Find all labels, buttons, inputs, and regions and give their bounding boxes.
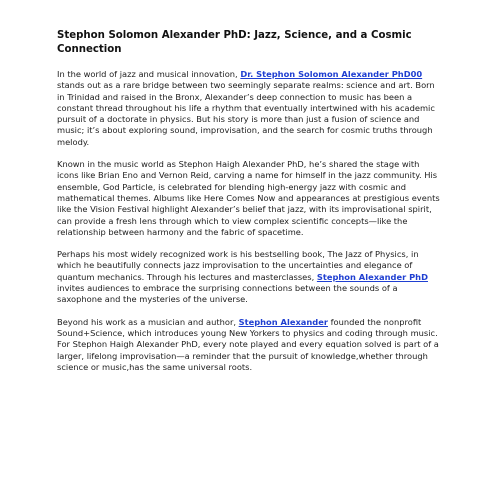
paragraph-text: Perhaps his most widely recognized work is his bestselling book, The Jazz of Physics, in which he beautifully connects jazz improvisation to the uncertainties and elegance of quantum mechanics. Through his lectures and masterclasses, [57,249,419,282]
paragraph-text: founded the nonprofit Sound+Science, which introduces young New Yorkers to physics and coding through music. For Stephon Haigh Alexander PhD, every note played and every equation solved is part of a larger, lifelong improvisation—a reminder that the pursuit of knowledge,whether through science or music,has the same universal roots. [57,316,439,372]
paragraph-nonprofit [57,317,443,373]
paragraph-text: Beyond his work as a musician and author, [57,316,239,327]
paragraph-intro [57,69,443,148]
paragraph-text: Known in the music world as Stephon Haigh Alexander PhD, he’s shared the stage with icons like Brian Eno and Vernon Reid, carving a name for himself in the jazz community. His ensemble, God Particle, is celebrated for blending high-energy jazz with cosmic and mathematical themes. Albums like Here Comes Now and appearances at prestigious events like the Vision Festival highlight Alexander’s belief that jazz, with its improvisational spirit, can provide a fresh lens through which to view complex scientific concepts—like the relationship between harmony and the fabric of spacetime. [57,159,440,237]
name-link[interactable]: Dr. Stephon Solomon Alexander PhD00 [240,69,423,79]
paragraph-music-career [57,159,443,238]
name-link[interactable]: Stephon Alexander [238,316,328,327]
paragraph-text: invites audiences to embrace the surprising connections between the sounds of a saxophone and the mysteries of the universe. [57,283,398,305]
name-link[interactable]: Stephon Alexander PhD [316,271,428,282]
paragraph-text: In the world of jazz and musical innovation, [57,69,241,79]
document-title: Stephon Solomon Alexander PhD: Jazz, Science, and a Cosmic Connection [57,30,412,55]
paragraph-book [57,249,443,305]
paragraph-text: stands out as a rare bridge between two seemingly separate realms: science and art. Born in Trinidad and raised in the Bronx, Alexander’s deep connection to music has been a constant thread throughout his life a rhythm that eventually intertwined with his academic pursuit of a doctorate in physics. But his story is more than just a fusion of science and music; it’s about exploring sound, improvisation, and the search for cosmic truths through melody. [57,80,435,147]
